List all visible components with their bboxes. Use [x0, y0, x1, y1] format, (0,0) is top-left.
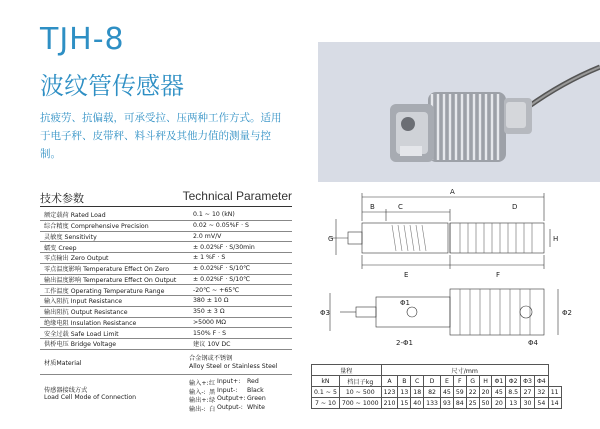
connection-cell: 输入-:	[189, 388, 206, 396]
connection-label-cn: 传感器接线方式	[44, 387, 88, 394]
dim-header-cell: G	[466, 376, 479, 387]
dim-cell: 700 ~ 1000	[339, 398, 381, 409]
param-key: 输入阻抗 Input Resistance	[40, 296, 189, 307]
connection-cell: Red	[247, 378, 259, 385]
dim-label-c: C	[398, 203, 403, 211]
tech-params-title-cn: 技术参数	[40, 192, 84, 205]
dim-header-row	[312, 376, 562, 387]
connection-cell: 红	[209, 380, 216, 387]
connection-cell: 输出+:	[189, 397, 209, 404]
dim-row	[312, 387, 562, 398]
dim-cell: 210	[381, 398, 398, 409]
dim-cell: 45	[440, 387, 453, 398]
load-cell-photo	[318, 42, 600, 182]
connection-cell: Green	[247, 395, 266, 402]
dim-row	[312, 398, 562, 409]
param-row	[40, 220, 292, 231]
connection-cell: 输入+:	[189, 380, 209, 387]
dim-cell: 32	[534, 387, 548, 398]
material-value-en: Alloy Steel or Stainless Steel	[189, 363, 278, 370]
connection-row	[189, 387, 287, 396]
range-header: 量程	[312, 365, 382, 376]
param-value: 0.02 ~ 0.05%F · S	[189, 220, 292, 231]
param-row	[40, 339, 292, 350]
material-label: 材质Material	[44, 360, 82, 367]
dim-cell: 25	[466, 398, 479, 409]
product-name: 波纹管传感器	[40, 72, 184, 100]
connection-cell: Black	[247, 386, 264, 394]
dim-header-cell: E	[440, 376, 453, 387]
dim-header-cell: kN	[312, 376, 340, 387]
dim-cell: 13	[398, 387, 411, 398]
material-value-cn: 合金钢或不锈钢	[189, 355, 233, 362]
dim-label-e: E	[404, 271, 409, 279]
param-key: 工作温度 Operating Temperature Range	[40, 285, 189, 296]
param-key: 灵敏度 Sensitivity	[40, 231, 189, 242]
dim-cell: 15	[398, 398, 411, 409]
dim-cell: 82	[424, 387, 441, 398]
dim-label-g: G	[328, 235, 334, 243]
param-row	[40, 253, 292, 264]
param-value: 2.0 mV/V	[189, 231, 292, 242]
dim-label-phi1: Φ1	[400, 299, 410, 307]
dim-header-cell: Φ2	[506, 376, 521, 387]
dim-cell: 20	[479, 387, 492, 398]
connection-block	[40, 376, 292, 416]
tech-params-heading	[40, 190, 292, 207]
size-header: 尺寸/mm	[381, 365, 548, 376]
dim-cell: 50	[479, 398, 492, 409]
connection-grid	[189, 378, 287, 412]
dim-label-phi2: Φ2	[562, 309, 572, 317]
product-description: 抗疲劳、抗偏载，可承受拉、压两种工作方式。适用于电子秤、皮带秤、料斗秤及其他力值的测量与控制。	[40, 112, 282, 160]
connection-label-en: Load Cell Mode of Connection	[44, 394, 137, 401]
dim-header-cell: Φ3	[521, 376, 535, 387]
dim-cell: 14	[548, 398, 561, 409]
dim-cell: 20	[492, 398, 506, 409]
param-key: 零点温度影响 Temperature Effect On Zero	[40, 263, 189, 274]
connection-cell: Output-:	[217, 403, 243, 411]
param-key: 综合精度 Comprehensive Precision	[40, 220, 189, 231]
param-row	[40, 328, 292, 339]
param-row	[40, 242, 292, 253]
param-value: 0.1 ~ 10 (kN)	[189, 210, 292, 220]
param-value: >5000 MΩ	[189, 317, 292, 328]
param-key: 输出温度影响 Temperature Effect On Output	[40, 274, 189, 285]
param-row	[40, 285, 292, 296]
connection-cell: 输出-:	[189, 405, 206, 413]
dim-cell: 7 ~ 10	[312, 398, 340, 409]
dim-label-phi4: Φ4	[528, 339, 538, 347]
param-value: 350 ± 3 Ω	[189, 306, 292, 317]
param-value: 建议 10V DC	[189, 339, 292, 350]
dim-cell: 40	[411, 398, 424, 409]
param-key: 蠕变 Creep	[40, 242, 189, 253]
tech-params-title-en: Technical Parameter	[182, 189, 292, 203]
connection-row	[189, 404, 287, 413]
param-key: 输出阻抗 Output Resistance	[40, 306, 189, 317]
param-value: 150% F · S	[189, 328, 292, 339]
dim-cell: 11	[548, 387, 561, 398]
dim-cell: 0.1 ~ 5	[312, 387, 340, 398]
dim-header-cell: 档目子kg	[339, 376, 381, 387]
param-key: 供桥电压 Bridge Voltage	[40, 339, 189, 350]
dim-cell: 84	[453, 398, 466, 409]
dim-header-cell: D	[424, 376, 441, 387]
param-key: 安全过载 Safe Load Limit	[40, 328, 189, 339]
dim-cell: 18	[411, 387, 424, 398]
dimension-drawing	[300, 185, 598, 357]
dim-header-cell: F	[453, 376, 466, 387]
param-row	[40, 296, 292, 307]
param-row	[40, 210, 292, 220]
param-value: -20℃ ~ +65℃	[189, 285, 292, 296]
param-value: ± 0.02%F · S/30min	[189, 242, 292, 253]
param-row	[40, 274, 292, 285]
dim-header-cell: Φ4	[534, 376, 548, 387]
dim-cell: 59	[453, 387, 466, 398]
connection-row	[189, 378, 287, 387]
dim-label-f: F	[496, 271, 501, 279]
dim-cell: 45	[492, 387, 506, 398]
connection-cell: Input-:	[217, 386, 238, 394]
dim-cell: 123	[381, 387, 398, 398]
connection-cell: Output+:	[217, 395, 246, 402]
dim-header-cell: A	[381, 376, 398, 387]
connection-cell: 白	[209, 405, 216, 413]
dim-cell: 30	[521, 398, 535, 409]
dim-cell: 8.5	[506, 387, 521, 398]
param-row	[40, 317, 292, 328]
dim-label-b: B	[370, 203, 375, 211]
param-key: 额定载荷 Rated Load	[40, 210, 189, 220]
tech-params-table	[40, 210, 292, 350]
dim-cell: 133	[424, 398, 441, 409]
dim-label-h: H	[553, 235, 559, 243]
param-value: ± 0.02%F · S/10℃	[189, 263, 292, 274]
dim-cell: 93	[440, 398, 453, 409]
dim-cell: 22	[466, 387, 479, 398]
param-value: ± 0.02%F · S/10℃	[189, 274, 292, 285]
param-value: 380 ± 10 Ω	[189, 296, 292, 307]
dim-label-a: A	[450, 188, 455, 196]
param-row	[40, 263, 292, 274]
connection-cell: 黑	[209, 388, 216, 396]
dim-cell: 10 ~ 500	[339, 387, 381, 398]
product-model: TJH-8	[40, 22, 125, 57]
param-row	[40, 231, 292, 242]
dim-header-cell: B	[398, 376, 411, 387]
dim-label-phi3: Φ3	[320, 309, 330, 317]
dim-label-2phi1: 2-Φ1	[396, 339, 413, 347]
dim-header-cell: C	[411, 376, 424, 387]
dim-header-cell: H	[479, 376, 492, 387]
connection-row	[189, 395, 287, 404]
dimension-table	[311, 364, 562, 409]
dim-header-cell: Φ1	[492, 376, 506, 387]
dim-cell: 13	[506, 398, 521, 409]
connection-cell: 绿	[209, 397, 216, 404]
connection-cell: White	[247, 403, 265, 411]
connection-cell: Input+:	[217, 378, 241, 385]
dim-cell: 27	[521, 387, 535, 398]
dim-label-d: D	[512, 203, 518, 211]
param-key: 零点输出 Zero Output	[40, 253, 189, 264]
dim-cell: 54	[534, 398, 548, 409]
material-row	[40, 350, 292, 375]
param-value: ± 1 %F · S	[189, 253, 292, 264]
param-key: 绝缘电阻 Insulation Resistance	[40, 317, 189, 328]
param-row	[40, 306, 292, 317]
